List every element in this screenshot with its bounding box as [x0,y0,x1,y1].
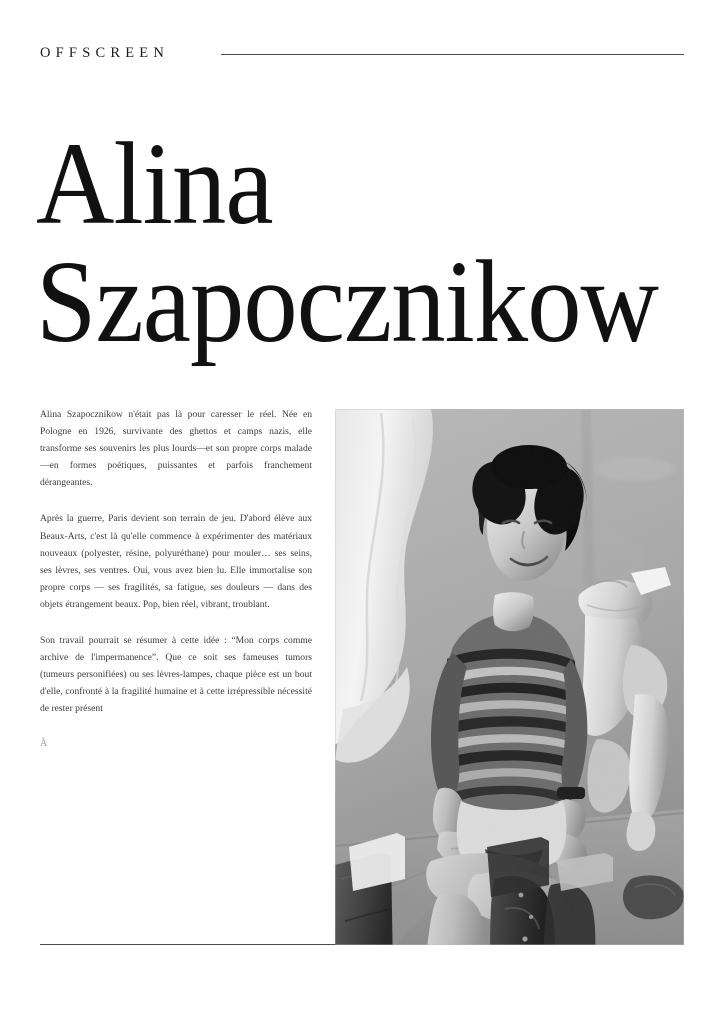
article-paragraph-1: Alina Szapocznikow n'était pas là pour caresser le réel. Née en Pologne en 1926, survivante des ghettos et camps nazis, elle transforme ses souvenirs les plus lourds—et son propre corps malade—en formes poétiques, puissantes et parfois franchement dérangeantes. [40,409,312,489]
page-title-line-1: Alina [36,118,273,249]
article-photo [335,409,684,945]
page-title-line-2: Szapocznikow [36,236,659,367]
page-title [36,118,696,367]
photo-illustration [335,409,684,945]
article-paragraph-3: Son travail pourrait se résumer à cette idée : “Mon corps comme archive de l'impermanence”. Que ce soit ses fameuses tumors (tumeurs personifiées) ou ses lèvres-lampes, chaque pièce est un bout d'elle, confronté à la fragilité humaine et à cette irrépressible nécessité de rester présent [40,635,312,715]
masthead-rule [221,54,684,55]
column-bottom-rule [40,944,335,945]
article-continuation-char: À [40,737,48,749]
article-paragraph-2: Après la guerre, Paris devient son terrain de jeu. D'abord élève aux Beaux-Arts, c'est là qu'elle commence à expérimenter des matériaux nouveaux (polyester, résine, polyuréthane) pour mouler… ses seins, ses lèvres, ses ventres. Oui, vous avez bien lu. Elle immortalise son propre corps — ses fragilités, sa fatigue, ses douleurs — dans des objets étrangement beaux. Pop, bien réel, vibrant, troublant. [40,513,312,610]
article-body [40,406,312,752]
masthead [40,40,684,66]
masthead-label: OFFSCREEN [40,44,169,61]
